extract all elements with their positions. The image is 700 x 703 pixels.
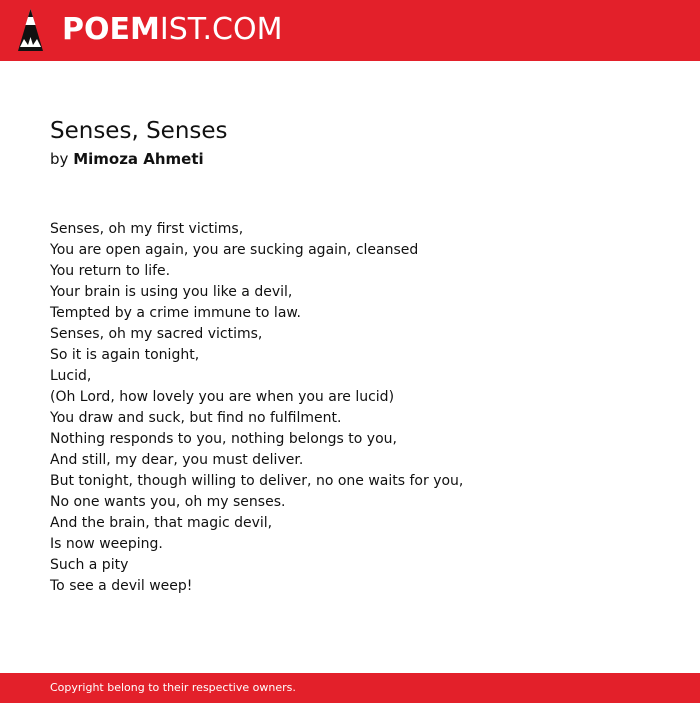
poem-line: Nothing responds to you, nothing belongs to you, bbox=[50, 431, 397, 447]
poem-line: No one wants you, oh my senses. bbox=[50, 494, 286, 510]
poem-line: And still, my dear, you must deliver. bbox=[50, 452, 304, 468]
poem-line: Tempted by a crime immune to law. bbox=[50, 305, 302, 321]
poem-line: (Oh Lord, how lovely you are when you are lucid) bbox=[50, 389, 395, 405]
poem-byline bbox=[50, 149, 204, 169]
poem-line: Such a pity bbox=[50, 557, 129, 573]
poem-line: Your brain is using you like a devil, bbox=[50, 284, 293, 300]
poem-body bbox=[50, 219, 463, 597]
logo-text-light: IST.COM bbox=[159, 12, 283, 47]
poem-line: You draw and suck, but find no fulfilment. bbox=[50, 410, 342, 426]
poem-line: And the brain, that magic devil, bbox=[50, 515, 273, 531]
site-header bbox=[0, 0, 700, 61]
site-footer bbox=[0, 673, 700, 703]
copyright-text: Copyright belong to their respective owners. bbox=[50, 681, 296, 694]
poem-line: Lucid, bbox=[50, 368, 92, 384]
by-label: by bbox=[50, 150, 69, 168]
poem-line: But tonight, though willing to deliver, no one waits for you, bbox=[50, 473, 464, 489]
poem-line: You are open again, you are sucking again, cleansed bbox=[50, 242, 419, 258]
logo-text-bold: POEM bbox=[62, 12, 160, 47]
poem-line: Senses, oh my sacred victims, bbox=[50, 326, 263, 342]
poem-line: Is now weeping. bbox=[50, 536, 163, 552]
poem-line: You return to life. bbox=[50, 263, 171, 279]
poem-line: So it is again tonight, bbox=[50, 347, 200, 363]
poem-title: Senses, Senses bbox=[50, 118, 228, 144]
poem-line: To see a devil weep! bbox=[50, 578, 193, 594]
poem-author: Mimoza Ahmeti bbox=[73, 150, 204, 168]
poem-line: Senses, oh my first victims, bbox=[50, 221, 244, 237]
pencil-logo-icon[interactable] bbox=[18, 9, 43, 51]
site-logo-link[interactable] bbox=[62, 12, 282, 48]
